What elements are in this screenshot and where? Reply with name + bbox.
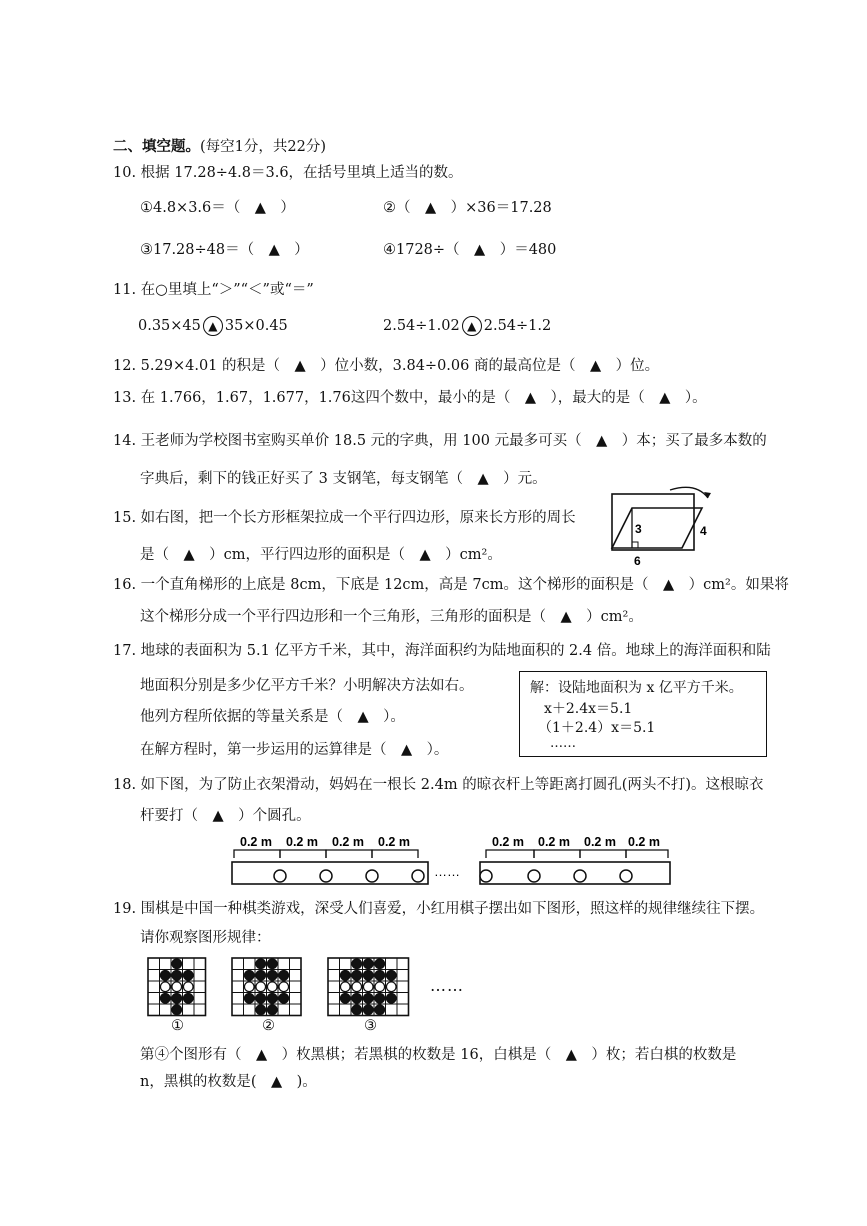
q19-ellipsis: …… [430,976,464,995]
black-stone [352,959,362,969]
black-stone [375,970,385,980]
q17-solution-box [519,671,767,757]
q13-text: 13. 在 1.766，1.67，1.677，1.76这四个数中，最小的是（ ▲ ），最大的是（ ▲ ）。 [113,390,707,406]
q11-right [383,316,551,336]
q14-line1: 14. 王老师为学校图书室购买单价 18.5 元的字典，用 100 元最多可买（ ▲ ）本；买了最多本数的 [113,433,767,449]
white-stone [340,982,350,992]
q18-ellipsis: …… [434,864,460,879]
q15-fig-base: 6 [634,554,641,568]
go-board-2 [232,958,301,1016]
black-stone [172,970,182,980]
black-stone [352,993,362,1003]
q18-seg-label-8: 0.2 m [628,835,660,849]
q18-seg-label-1: 0.2 m [240,835,272,849]
q10-stem: 10. 根据 17.28÷4.8＝3.6，在括号里填上适当的数。 [113,165,463,181]
black-stone [386,993,396,1003]
q14-line2: 字典后，剩下的钱正好买了 3 支钢笔，每支钢笔（ ▲ ）元。 [140,471,547,487]
black-stone [386,970,396,980]
black-stone [375,959,385,969]
q18-seg-label-2: 0.2 m [286,835,318,849]
section-note: (每空1分，共22分) [200,139,326,155]
q12-text: 12. 5.29×4.01 的积是（ ▲ ）位小数，3.84÷0.06 商的最高位是（ ▲ ）位。 [113,358,660,374]
q17-box-line3: （1＋2.4）x＝5.1 [538,720,656,736]
q10-a: ①4.8×3.6＝（ ▲ ） [140,200,295,216]
q11-right-b: 2.54÷1.2 [483,318,552,334]
black-stone [279,993,289,1003]
q19-label-1: ① [171,1018,184,1034]
black-stone [256,1005,266,1015]
black-stone [375,1005,385,1015]
white-stone [352,982,362,992]
black-stone [183,993,193,1003]
black-stone [172,959,182,969]
q11-left-a: 0.35×45 [138,318,201,334]
q10-c: ③17.28÷48＝（ ▲ ） [140,242,309,258]
q10-d: ④1728÷（ ▲ ）＝480 [383,242,557,258]
q18-seg-label-4: 0.2 m [378,835,410,849]
q17-line2: 地面积分别是多少亿平方千米？小明解决方法如右。 [140,678,474,694]
q19-line4: n，黑棋的枚数是( ▲ )。 [140,1074,317,1090]
white-stone [363,982,373,992]
black-stone [363,1005,373,1015]
q10-b: ②（ ▲ ）×36＝17.28 [383,200,552,216]
go-board-1 [148,958,206,1016]
white-stone [183,982,193,992]
q18-line1: 18. 如下图，为了防止衣架滑动，妈妈在一根长 2.4m 的晾衣杆上等距离打圆孔(两头不打)。这根晾衣 [113,777,764,793]
q19-line2: 请你观察图形规律： [140,930,271,946]
q18-line2: 杆要打（ ▲ ）个圆孔。 [140,808,311,824]
black-stone [244,993,254,1003]
black-stone [172,993,182,1003]
q15-fig-side: 4 [700,524,707,538]
q17-box-line4: …… [550,736,576,751]
white-stone [267,982,277,992]
section-header [113,137,326,157]
black-stone [160,993,170,1003]
black-stone [375,993,385,1003]
white-stone [244,982,254,992]
black-stone [244,970,254,980]
q17-box-line2: x＋2.4x＝5.1 [544,701,633,717]
q11-left [138,316,288,336]
white-stone [160,982,170,992]
q19-label-2: ② [262,1018,275,1034]
white-stone [386,982,396,992]
q18-pole-figure [228,832,673,892]
black-stone [267,993,277,1003]
q15-line1: 15. 如右图，把一个长方形框架拉成一个平行四边形，原来长方形的周长 [113,510,576,526]
black-stone [183,970,193,980]
black-stone [256,993,266,1003]
q17-box-line1: 解：设陆地面积为 x 亿平方千米。 [530,680,743,696]
q17-line4: 在解方程时，第一步运用的运算律是（ ▲ ）。 [140,742,449,758]
q11-stem: 11. 在○里填上“＞”“＜”或“＝” [113,282,314,298]
q17-line3: 他列方程所依据的等量关系是（ ▲ ）。 [140,709,405,725]
q15-line2: 是（ ▲ ）cm，平行四边形的面积是（ ▲ ）cm²。 [140,547,502,563]
q19-label-3: ③ [364,1018,377,1034]
q11-right-a: 2.54÷1.02 [383,318,460,334]
section-title: 二、填空题。 [113,138,200,155]
black-stone [340,993,350,1003]
q19-line3: 第④个图形有（ ▲ ）枚黑棋；若黑棋的枚数是 16，白棋是（ ▲ ）枚；若白棋的枚数是 [140,1047,737,1063]
q15-fig-h: 3 [635,522,642,536]
black-stone [363,993,373,1003]
black-stone [256,959,266,969]
q18-seg-label-6: 0.2 m [538,835,570,849]
q11-circle-right: ▲ [462,316,482,336]
q16-line1: 16. 一个直角梯形的上底是 8cm，下底是 12cm，高是 7cm。这个梯形的面积是（ ▲ ）cm²。如果将 [113,577,789,593]
q18-seg-label-7: 0.2 m [584,835,616,849]
black-stone [363,970,373,980]
black-stone [363,959,373,969]
white-stone [256,982,266,992]
q18-seg-label-5: 0.2 m [492,835,524,849]
black-stone [267,1005,277,1015]
black-stone [172,1005,182,1015]
q19-go-figures [140,952,480,1036]
white-stone [375,982,385,992]
white-stone [279,982,289,992]
q16-line2: 这个梯形分成一个平行四边形和一个三角形，三角形的面积是（ ▲ ）cm²。 [140,609,643,625]
q15-figure [600,482,720,572]
q11-circle-left: ▲ [203,316,223,336]
black-stone [267,970,277,980]
q17-line1: 17. 地球的表面积为 5.1 亿平方千米，其中，海洋面积约为陆地面积的 2.4 倍。地球上的海洋面积和陆 [113,643,771,659]
q11-left-b: 35×0.45 [224,318,288,334]
q19-line1: 19. 围棋是中国一种棋类游戏，深受人们喜爱，小红用棋子摆出如下图形，照这样的规律继续往下摆。 [113,901,765,917]
black-stone [340,970,350,980]
go-board-3 [328,958,409,1016]
white-stone [172,982,182,992]
black-stone [279,970,289,980]
black-stone [352,1005,362,1015]
black-stone [256,970,266,980]
black-stone [352,970,362,980]
black-stone [160,970,170,980]
q18-seg-label-3: 0.2 m [332,835,364,849]
black-stone [267,959,277,969]
